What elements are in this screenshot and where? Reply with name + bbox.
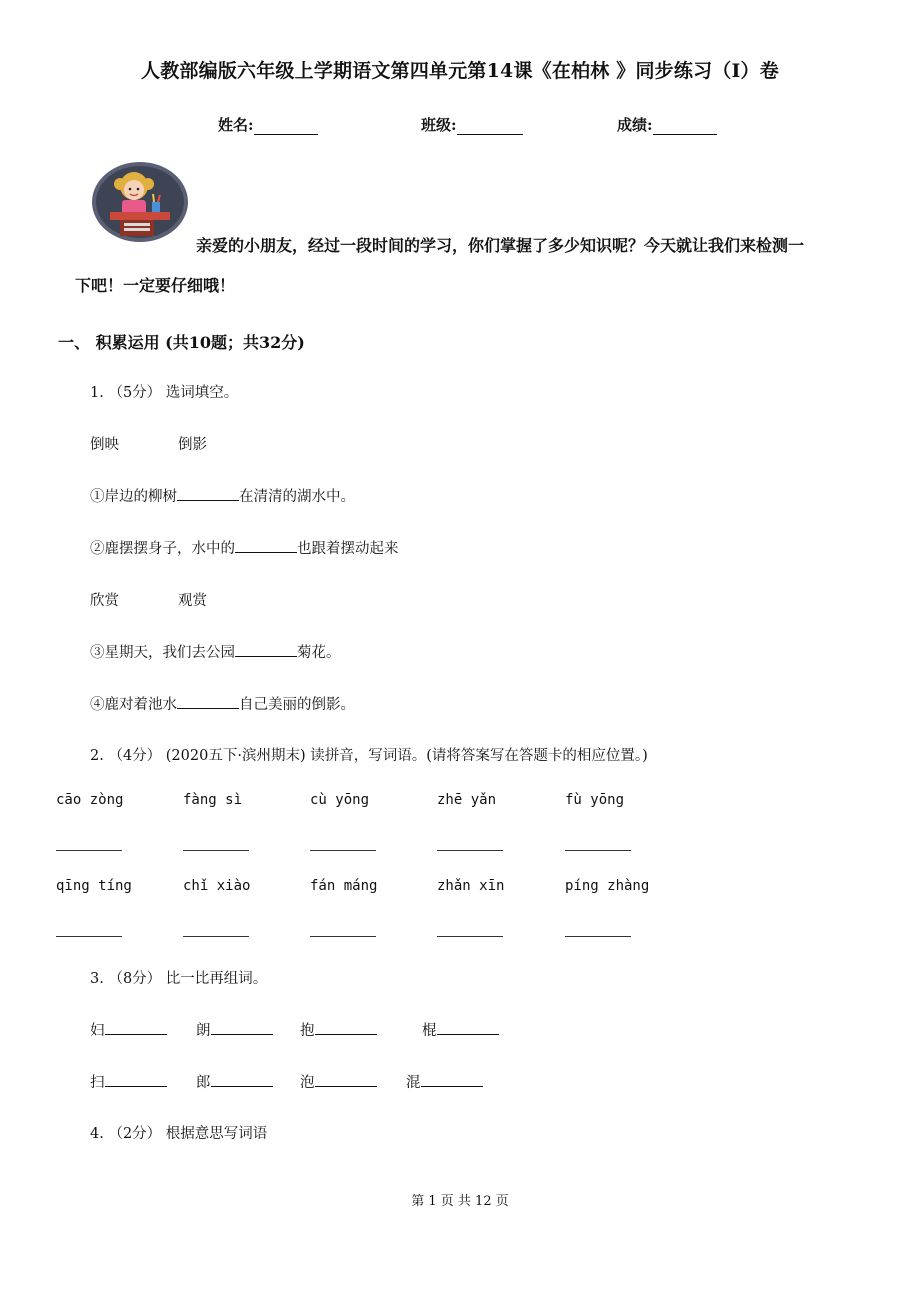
score-label: 成绩: (617, 116, 653, 134)
q2-pinyin: chǐ xiào (183, 878, 251, 894)
q1-header: 1. （5分） 选词填空。 (90, 385, 239, 401)
q2-pinyin: zhǎn xīn (437, 878, 505, 894)
q2-pinyin: cāo zòng (56, 792, 124, 808)
q1-item-1: ①岸边的柳树 在清清的湖水中。 (90, 485, 355, 506)
q1-blank-1[interactable] (177, 486, 239, 501)
student-avatar-icon (90, 160, 190, 244)
q2-pinyin: fán máng (310, 878, 378, 894)
q2-answer-line[interactable] (310, 850, 376, 851)
name-label: 姓名: (218, 116, 254, 134)
q3-char-item: 混 (406, 1071, 483, 1092)
q2-answer-line[interactable] (565, 936, 631, 937)
q1-blank-4[interactable] (177, 694, 239, 709)
q3-char-item: 郎 (196, 1071, 273, 1092)
q2-answer-line[interactable] (565, 850, 631, 851)
q3-char-item: 扫 (90, 1071, 167, 1092)
q3-blank[interactable] (105, 1020, 167, 1035)
q1-blank-3[interactable] (235, 642, 297, 657)
name-field (218, 114, 318, 135)
q3-blank[interactable] (211, 1020, 273, 1035)
q1-word-option: 观赏 (178, 593, 207, 609)
q2-pinyin: qīng tíng (56, 878, 132, 894)
q1-word-option: 倒影 (178, 437, 207, 453)
q2-answer-line[interactable] (56, 936, 122, 937)
q2-answer-line[interactable] (310, 936, 376, 937)
class-blank[interactable] (457, 118, 523, 135)
q2-answer-line[interactable] (437, 850, 503, 851)
q3-blank[interactable] (211, 1072, 273, 1087)
q3-blank[interactable] (437, 1020, 499, 1035)
intro-line-1: 亲爱的小朋友，经过一段时间的学习，你们掌握了多少知识呢？今天就让我们来检测一 (196, 236, 805, 255)
q2-answer-line[interactable] (183, 850, 249, 851)
q2-answer-line[interactable] (56, 850, 122, 851)
score-blank[interactable] (653, 118, 717, 135)
class-label: 班级: (421, 116, 457, 134)
page-number: 第 1 页 共 12 页 (411, 1194, 509, 1209)
q2-pinyin: fù yōng (565, 792, 625, 808)
q3-blank[interactable] (105, 1072, 167, 1087)
name-blank[interactable] (254, 118, 318, 135)
q3-char-item: 朗 (196, 1019, 273, 1040)
q2-header: 2. （4分） (2020五下·滨州期末) 读拼音，写词语。(请将答案写在答题卡的相应位置。) (90, 748, 648, 764)
q3-char-item: 妇 (90, 1019, 167, 1040)
q3-header: 3. （8分） 比一比再组词。 (90, 971, 268, 987)
q3-blank[interactable] (315, 1072, 377, 1087)
page-title: 人教部编版六年级上学期语文第四单元第14课《在柏林 》同步练习（I）卷 (141, 60, 779, 82)
q2-answer-line[interactable] (183, 936, 249, 937)
q3-char-item: 抱 (300, 1019, 377, 1040)
q3-char-item: 泡 (300, 1071, 377, 1092)
q2-pinyin: cù yōng (310, 792, 370, 808)
q1-word-option: 倒映 (90, 437, 119, 453)
q1-item-4: ④鹿对着池水 自己美丽的倒影。 (90, 693, 355, 714)
q1-word-option: 欣赏 (90, 593, 119, 609)
section-heading: 一、 积累运用 (共10题；共32分) (58, 333, 305, 352)
q1-blank-2[interactable] (235, 538, 297, 553)
q3-char-item: 棍 (422, 1019, 499, 1040)
q2-pinyin: zhē yǎn (437, 792, 497, 808)
q3-blank[interactable] (315, 1020, 377, 1035)
q3-blank[interactable] (421, 1072, 483, 1087)
q4-header: 4. （2分） 根据意思写词语 (90, 1126, 268, 1142)
q2-answer-line[interactable] (437, 936, 503, 937)
score-field (617, 114, 717, 135)
class-field (421, 114, 523, 135)
intro-line-2: 下吧！一定要仔细哦！ (75, 276, 236, 295)
q2-pinyin: fàng sì (183, 792, 243, 808)
q1-item-2: ②鹿摆摆身子，水中的 也跟着摆动起来 (90, 537, 399, 558)
q1-item-3: ③星期天，我们去公园 菊花。 (90, 641, 341, 662)
q2-pinyin: píng zhàng (565, 878, 650, 894)
